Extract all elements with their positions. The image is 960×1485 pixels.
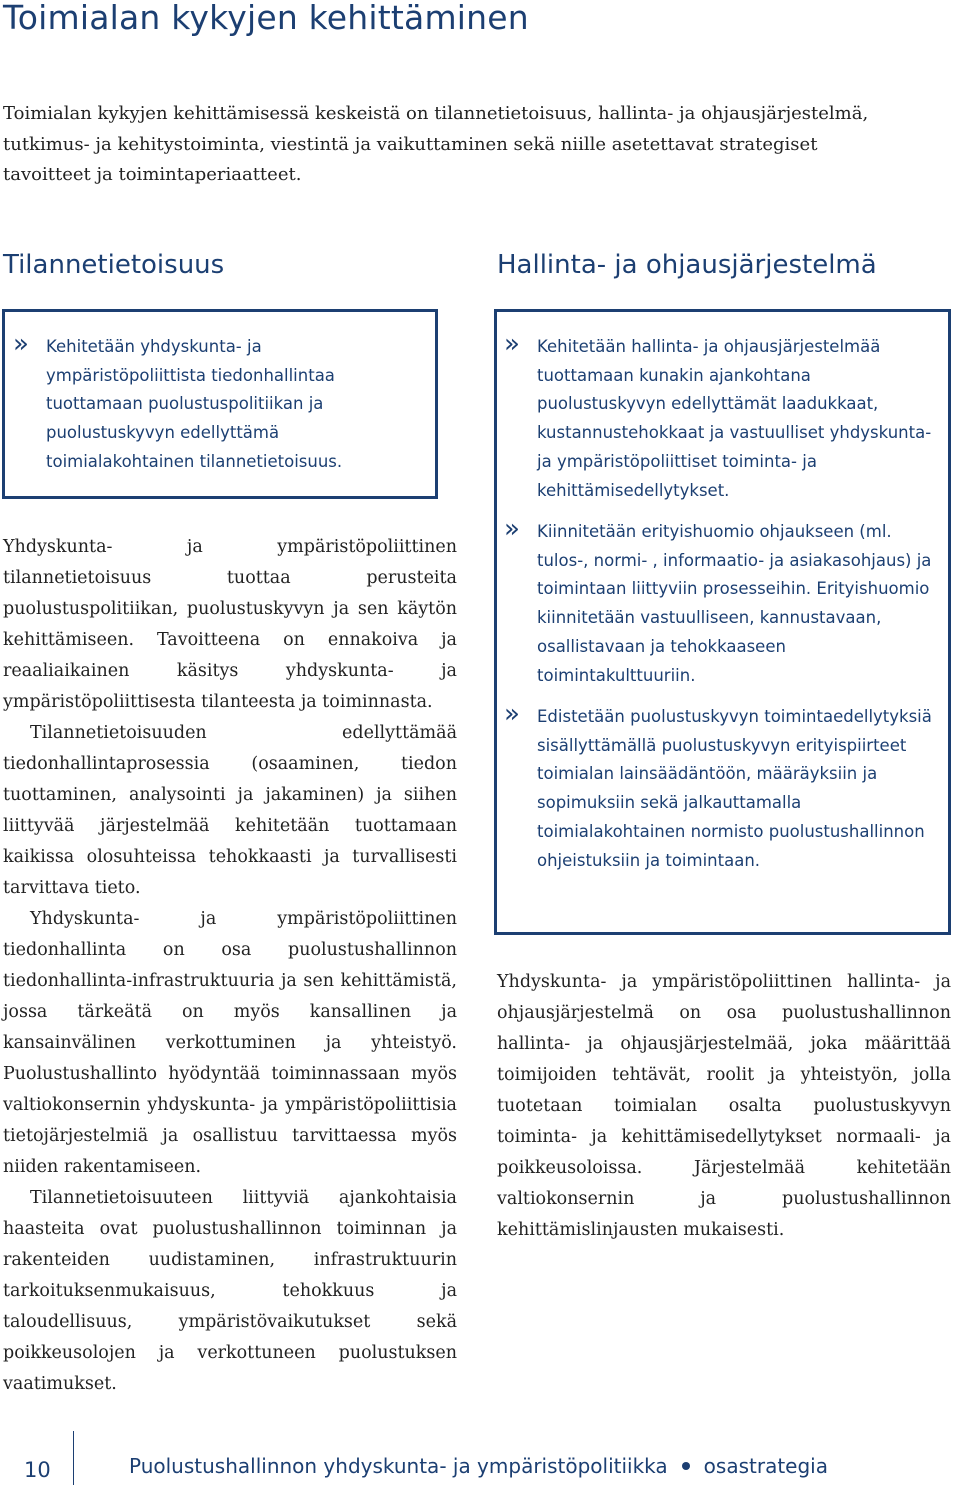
left-paragraph-2: Tilannetietoisuuden edellyttämää tiedonhallintaprosessia (osaaminen, tiedon tuottaminen, analysointi ja jakaminen) ja siihen liittyvää järjestelmää kehitetään tuottamaan kaikissa olosuhteissa tehokkaasti ja turvallisesti tarvittava tieto. — [3, 723, 457, 898]
right-highlight-box — [494, 309, 951, 935]
footer-section: osastrategia — [703, 1454, 828, 1478]
left-paragraph-3: Yhdyskunta- ja ympäristöpoliittinen tiedonhallinta on osa puolustushallinnon tiedonhallinta-infrastruktuuria ja sen kehittämistä, jossa tärkeätä on myös kansallinen ja kansainvälinen verkottuminen ja yhteistyö. Puolustushallinto hyödyntää toiminnassaan myös valtiokonsernin yhdyskunta- ja ympäristöpoliittisia tietojärjestelmiä ja osallistuu tarvittaessa myös niiden rakentamiseen. — [3, 909, 457, 1177]
right-box-bullet-1 — [504, 329, 932, 505]
bullet-dot-icon — [682, 1462, 690, 1470]
right-box-bullet-3 — [504, 699, 932, 875]
left-highlight-box — [2, 309, 438, 499]
section-heading-tilannetietoisuus: Tilannetietoisuus — [3, 250, 225, 280]
right-box-bullet-2 — [504, 514, 932, 690]
intro-paragraph: Toimialan kykyjen kehittämisessä keskeistä on tilannetietoisuus, hallinta- ja ohjausjärjestelmä, tutkimus- ja kehitystoiminta, viestintä ja vaikuttaminen sekä niille asetettavat strategiset tavoitteet ja toimintaperiaatteet. — [3, 103, 869, 185]
right-box-bullet-text: Kehitetään hallinta- ja ohjausjärjestelmää tuottamaan kunakin ajankohtana puolustuskyvyn edellyttämät laadukkaat, kustannustehokkaat ja vastuulliset yhdyskunta- ja ympäristöpoliittiset toiminta- ja kehittämisedellytykset. — [537, 337, 932, 500]
left-body-text — [3, 532, 457, 1400]
section-heading-hallinta: Hallinta- ja ohjausjärjestelmä — [497, 250, 877, 280]
right-body-text — [497, 967, 951, 1246]
right-box-bullet-text: Edistetään puolustuskyvyn toimintaedellytyksiä sisällyttämällä puolustuskyvyn erityispiirteet toimialan lainsäädäntöön, määräyksiin ja sopimuksiin sekä jalkauttamalla toimialakohtainen normisto puolustushallinnon ohjeistuksiin ja toimintaan. — [537, 707, 932, 870]
double-chevron-icon: » — [13, 329, 29, 359]
footer-running-title — [129, 1454, 828, 1478]
left-box-bullet-text: Kehitetään yhdyskunta- ja ympäristöpoliittista tiedonhallintaa tuottamaan puolustuspolitiikan ja puolustuskyvyn edellyttämä toimialakohtainen tilannetietoisuus. — [46, 337, 343, 471]
right-paragraph-1: Yhdyskunta- ja ympäristöpoliittinen hallinta- ja ohjausjärjestelmä on osa puolustushallinnon hallinta- ja ohjausjärjestelmää, joka määrittää toimijoiden tehtävät, roolit ja yhteistyön, jolla tuotetaan toimialan osalta puolustuskyvyn toiminta- ja kehittämisedellytykset normaali- ja poikkeusoloissa. Järjestelmää kehitetään valtiokonsernin ja puolustushallinnon kehittämislinjausten mukaisesti. — [497, 972, 951, 1240]
double-chevron-icon: » — [504, 514, 520, 544]
footer-divider — [73, 1431, 74, 1485]
page-title: Toimialan kykyjen kehittäminen — [3, 0, 529, 37]
page-number: 10 — [24, 1458, 51, 1482]
right-box-bullet-text: Kiinnitetään erityishuomio ohjaukseen (ml. tulos-, normi- , informaatio- ja asiakasohjaus) ja toimintaan liittyviin prosesseihin. Erityishuomio kiinnitetään vastuulliseen, kannustavaan, osallistavaan ja tehokkaaseen toimintakulttuuriin. — [537, 522, 932, 685]
double-chevron-icon: » — [504, 329, 520, 359]
left-paragraph-1: Yhdyskunta- ja ympäristöpoliittinen tilannetietoisuus tuottaa perusteita puolustuspolitiikan, puolustuskyvyn ja sen käytön kehittämiseen. Tavoitteena on ennakoiva ja reaaliaikainen käsitys yhdyskunta- ja ympäristöpoliittisesta tilanteesta ja toiminnasta. — [3, 537, 457, 712]
left-paragraph-4: Tilannetietoisuuteen liittyviä ajankohtaisia haasteita ovat puolustushallinnon toiminnan ja rakenteiden uudistaminen, infrastruktuurin tarkoituksenmukaisuus, tehokkuus ja taloudellisuus, ympäristövaikutukset sekä poikkeusolojen ja verkottuneen puolustuksen vaatimukset. — [3, 1188, 457, 1394]
left-box-bullet — [13, 329, 396, 477]
double-chevron-icon: » — [504, 699, 520, 729]
footer-publication: Puolustushallinnon yhdyskunta- ja ympäristöpolitiikka — [129, 1454, 668, 1478]
